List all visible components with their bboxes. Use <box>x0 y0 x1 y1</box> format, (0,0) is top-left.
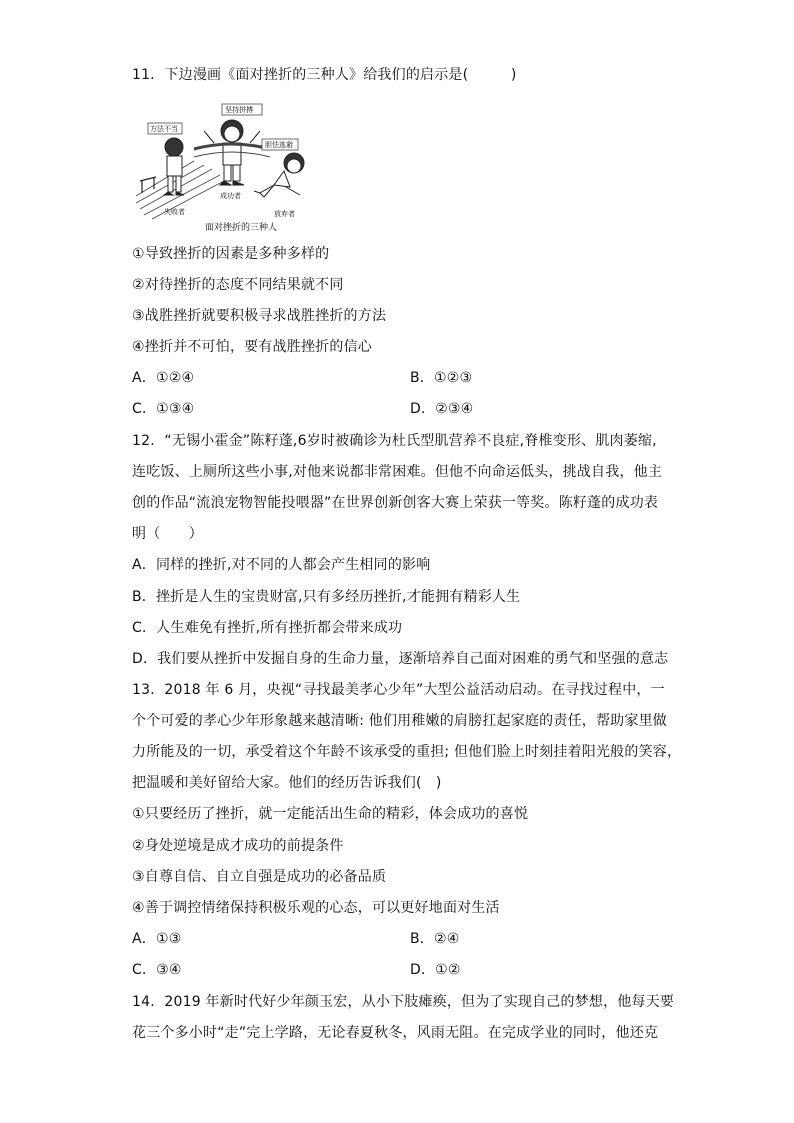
q11-item-1: ①导致挫折的因素是多种多样的 <box>132 246 330 262</box>
q12-option-c[interactable]: C．人生难免有挫折,所有挫折都会带来成功 <box>132 620 403 636</box>
q14-line-2: 花三个多小时“走”完上学路，无论春夏秋冬，风雨无阻。在完成学业的同时，他还克 <box>132 1025 659 1041</box>
figure-caption: 面对挫折的三种人 <box>205 223 278 233</box>
q11-option-a[interactable]: A．①②④ <box>132 370 195 386</box>
q11-option-c[interactable]: C．①③④ <box>132 401 195 417</box>
tag-persist: 坚持拼搏 <box>225 106 253 114</box>
q13-item-2: ②身处逆境是成才成功的前提条件 <box>132 838 344 854</box>
label-giveup: 放弃者 <box>274 210 295 218</box>
q14-line-1: 14．2019 年新时代好少年颜玉宏，从小下肢瘫痪，但为了实现自己的梦想，他每天要 <box>132 994 675 1010</box>
q12-line-3: 创的作品“流浪宠物智能投喂器”在世界创新创客大赛上荣获一等奖。陈籽蓬的成功表 <box>132 495 659 511</box>
q11-stem: 11．下边漫画《面对挫折的三种人》给我们的启示是( ) <box>132 67 517 83</box>
q13-item-4: ④善于调控情绪保持积极乐观的心态，可以更好地面对生活 <box>132 900 500 916</box>
q13-option-b[interactable]: B．②④ <box>410 931 460 947</box>
label-failure: 失败者 <box>164 208 185 216</box>
q13-item-1: ①只要经历了挫折，就一定能活出生命的精彩，体会成功的喜悦 <box>132 806 529 822</box>
q13-line-1: 13．2018 年 6 月，央视“寻找最美孝心少年”大型公益活动启动。在寻找过程中，一 <box>132 682 665 698</box>
q13-line-3: 力所能及的一切，承受着这个年龄不该承受的重担; 但他们脸上时刻挂着阳光般的笑容， <box>132 744 682 760</box>
tag-method-wrong: 方法不当 <box>150 125 178 133</box>
q11-item-4: ④挫折并不可怕，要有战胜挫折的信心 <box>132 339 372 355</box>
q12-line-1: 12．“无锡小霍金”陈籽蓬,6岁时被确诊为杜氏型肌营养不良症,脊椎变形、肌肉萎缩, <box>132 433 657 449</box>
q13-line-4: 把温暖和美好留给大家。他们的经历告诉我们( ) <box>132 775 442 791</box>
q11-option-b[interactable]: B．①②③ <box>410 370 473 386</box>
q13-line-2: 个个可爱的孝心少年形象越来越清晰: 他们用稚嫩的肩膀扛起家庭的责任，帮助家里做 <box>132 713 667 729</box>
q13-option-d[interactable]: D．①② <box>410 962 461 978</box>
q12-option-d[interactable]: D．我们要从挫折中发掘自身的生命力量，逐渐培养自己面对困难的勇气和坚强的意志 <box>132 651 669 667</box>
q12-option-b[interactable]: B．挫折是人生的宝贵财富,只有多经历挫折,才能拥有精彩人生 <box>132 589 521 605</box>
tag-escape: 胆怯逃避 <box>265 141 293 149</box>
q13-option-c[interactable]: C．③④ <box>132 962 182 978</box>
q11-item-2: ②对待挫折的态度不同结果就不同 <box>132 277 344 293</box>
cartoon-figure <box>134 101 314 233</box>
q11-item-3: ③战胜挫折就要积极寻求战胜挫折的方法 <box>132 308 387 324</box>
q13-item-3: ③自尊自信、自立自强是成功的必备品质 <box>132 869 387 885</box>
q13-option-a[interactable]: A．①③ <box>132 931 182 947</box>
q12-line-4: 明（ ） <box>132 526 203 542</box>
q11-option-d[interactable]: D．②③④ <box>410 401 474 417</box>
q12-option-a[interactable]: A．同样的挫折,对不同的人都会产生相同的影响 <box>132 557 431 573</box>
label-success: 成功者 <box>220 192 241 200</box>
q12-line-2: 连吃饭、上厕所这些小事,对他来说都非常困难。但他不向命运低头，挑战自我，他主 <box>132 464 663 480</box>
